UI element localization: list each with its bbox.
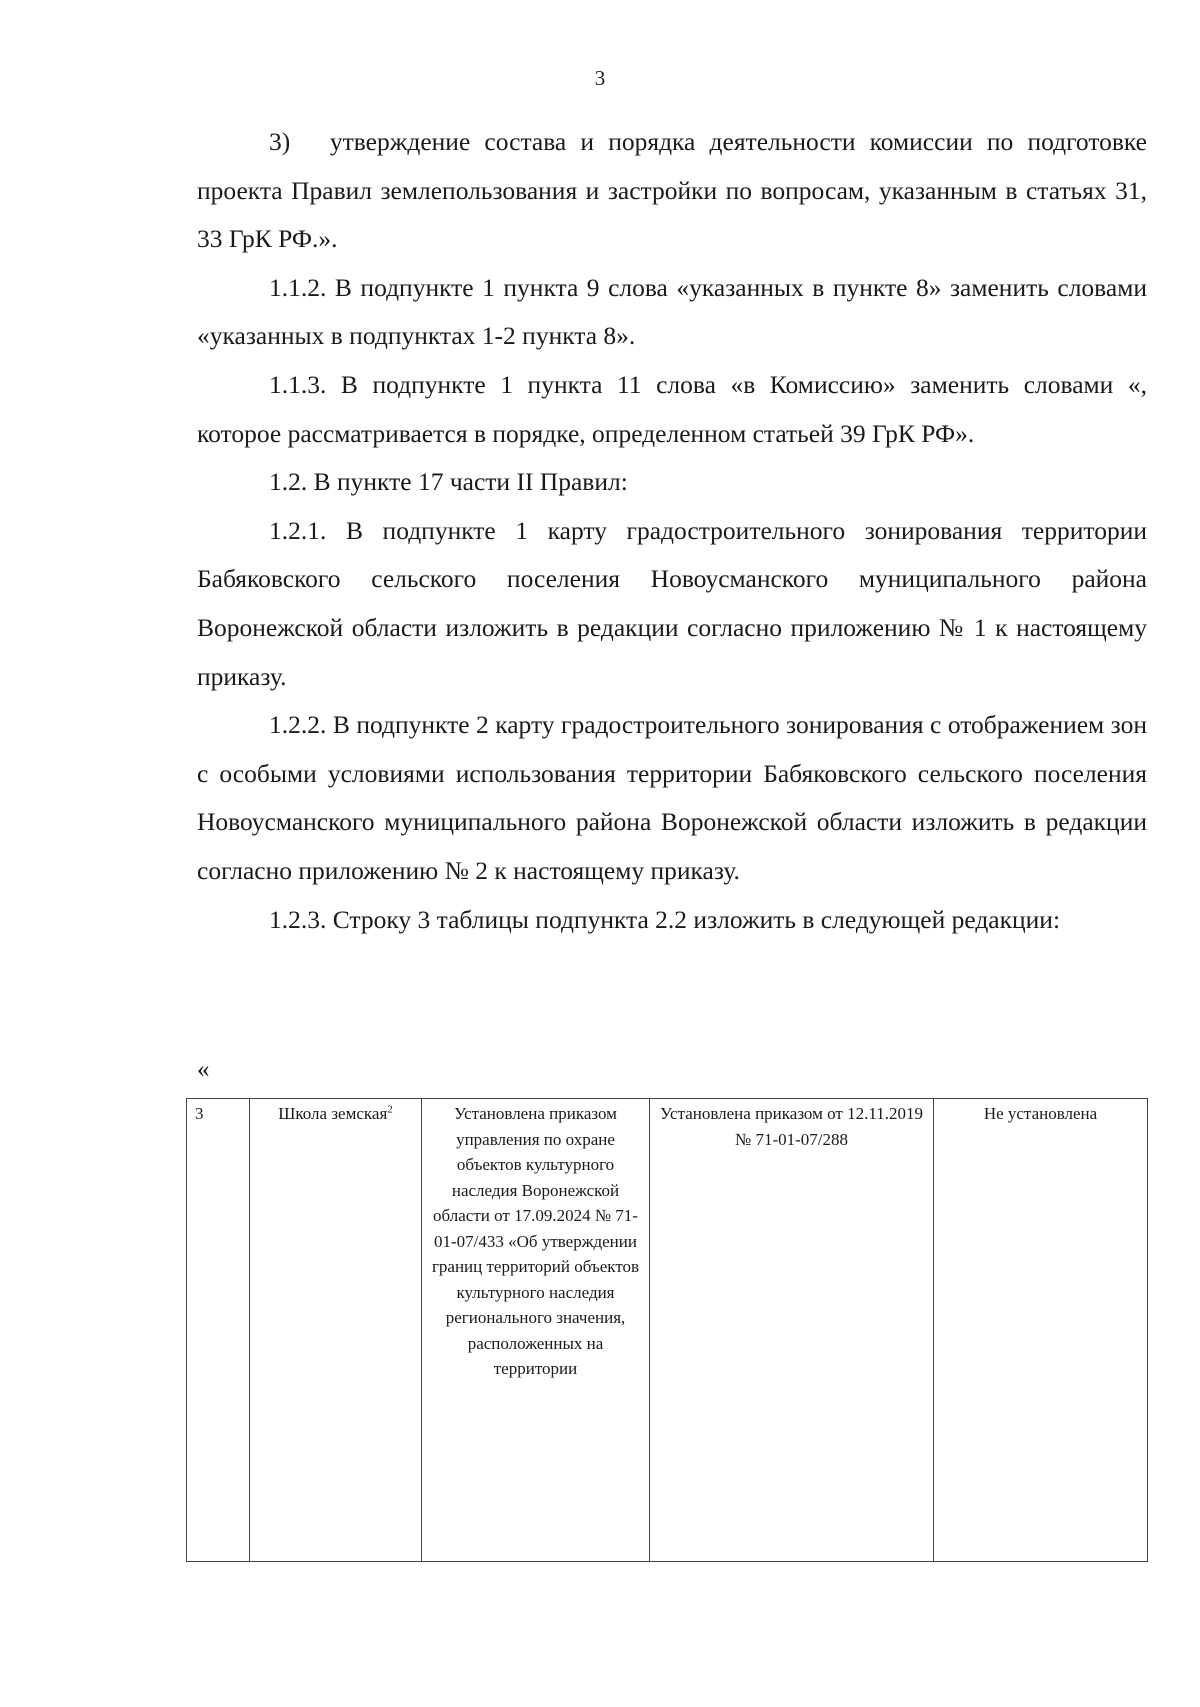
cell-protection-zone xyxy=(650,1099,934,1562)
cell-row-number xyxy=(187,1099,250,1562)
protection-zone-text: Установлена приказом от 12.11.2019 № 71-01-07/288 xyxy=(660,1104,923,1149)
document-body xyxy=(197,118,1147,944)
paragraph-1-1-3: 1.1.3. В подпункте 1 пункта 11 слова «в Комиссию» заменить словами «, которое рассматривается в порядке, определенном статьей 39 ГрК РФ». xyxy=(197,369,1147,448)
cell-object-name xyxy=(250,1099,422,1562)
opening-quote-mark: « xyxy=(197,1056,210,1083)
footnote-marker: 2 xyxy=(387,1103,393,1116)
paragraph-1-2-3: 1.2.3. Строку 3 таблицы подпункта 2.2 изложить в следующей редакции: xyxy=(269,904,1061,934)
paragraph-1-2: 1.2. В пункте 17 части II Правил: xyxy=(269,467,628,497)
paragraph-1-1-2: 1.1.2. В подпункте 1 пункта 9 слова «указанных в пункте 8» заменить словами «указанных в подпунктах 1-2 пункта 8». xyxy=(197,272,1147,351)
table-row xyxy=(187,1099,1148,1562)
row-number: 3 xyxy=(195,1104,204,1123)
paragraph-item-3: 3) утверждение состава и порядка деятельности комиссии по подготовке проекта Правил землепользования и застройки по вопросам, указанным в статьях 31, 33 ГрК РФ.». xyxy=(197,127,1147,254)
other-status-text: Не установлена xyxy=(983,1104,1098,1123)
cell-territory-boundaries xyxy=(422,1099,650,1562)
paragraph-1-2-1: 1.2.1. В подпункте 1 карту градостроительного зонирования территории Бабяковского сельского поселения Новоусманского муниципального района Воронежской области изложить в редакции согласно приложению № 1 к настоящему приказу. xyxy=(197,515,1147,691)
cell-other-status xyxy=(934,1099,1148,1562)
page-number: 3 xyxy=(594,66,606,90)
paragraph-1-2-2: 1.2.2. В подпункте 2 карту градостроительного зонирования с отображением зон с особыми условиями использования территории Бабяковского сельского поселения Новоусманского муниципального района Воронежской области изложить в редакции согласно приложению № 2 к настоящему приказу. xyxy=(197,710,1147,885)
object-name: Школа земская xyxy=(278,1104,388,1123)
amendment-table xyxy=(186,1098,1148,1562)
territory-boundaries-text: Установлена приказом управления по охране объектов культурного наследия Воронежской области от 17.09.2024 № 71-01-07/433 «Об утверждении границ территорий объектов культурного наследия регионального значения, расположенных на территории xyxy=(431,1104,640,1378)
